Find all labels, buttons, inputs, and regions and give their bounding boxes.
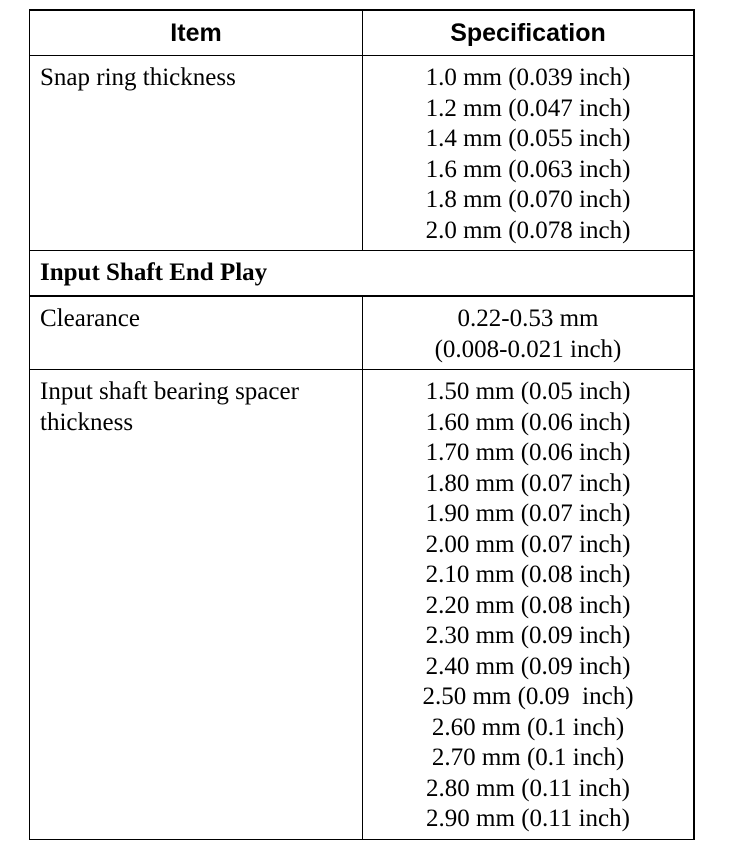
- header-item: Item: [30, 11, 363, 55]
- spec-line: 2.80 mm (0.11 inch): [426, 774, 630, 802]
- spec-line: 1.8 mm (0.070 inch): [425, 186, 631, 213]
- spec-line: 2.00 mm (0.07 inch): [425, 530, 631, 558]
- table-header-row: [30, 11, 693, 56]
- spec-line: 1.80 mm (0.07 inch): [425, 469, 631, 497]
- section-title-input-shaft-end-play: Input Shaft End Play: [30, 251, 693, 297]
- spec-line: 1.50 mm (0.05 inch): [425, 378, 631, 405]
- item-snap-ring: Snap ring thickness: [30, 56, 363, 250]
- section-row: [30, 251, 693, 297]
- spec-line: 2.40 mm (0.09 inch): [425, 652, 631, 680]
- spec-line: 1.70 mm (0.06 inch): [425, 439, 631, 466]
- spec-line: 2.0 mm (0.078 inch): [425, 216, 631, 244]
- spec-line: 2.70 mm (0.1 inch): [431, 744, 625, 771]
- spec-line: 1.4 mm (0.055 inch): [425, 125, 631, 152]
- spec-table: [29, 9, 695, 840]
- spec-clearance: [363, 297, 693, 369]
- spec-line: 1.90 mm (0.07 inch): [425, 500, 631, 527]
- table-row-snap-ring: [30, 56, 693, 251]
- spec-line: 2.30 mm (0.09 inch): [425, 622, 631, 649]
- spec-line: 0.22-0.53 mm: [457, 305, 599, 332]
- spec-spacer: [363, 370, 693, 839]
- spec-line: 1.0 mm (0.039 inch): [425, 64, 631, 91]
- spec-snap-ring: [363, 56, 693, 250]
- item-clearance: Clearance: [30, 297, 363, 369]
- table-row-spacer: [30, 370, 693, 839]
- spec-line: 2.60 mm (0.1 inch): [431, 713, 625, 741]
- spec-line: 2.20 mm (0.08 inch): [425, 591, 631, 619]
- table-row-clearance: [30, 297, 693, 370]
- header-specification: Specification: [450, 19, 606, 47]
- spec-line: 1.2 mm (0.047 inch): [425, 94, 631, 122]
- spec-line: 2.90 mm (0.11 inch): [426, 805, 630, 832]
- spec-line: (0.008-0.021 inch): [434, 335, 622, 363]
- spec-line: 2.10 mm (0.08 inch): [425, 561, 631, 588]
- spec-line: 2.50 mm (0.09 inch): [422, 683, 634, 710]
- spec-line: 1.6 mm (0.063 inch): [425, 155, 631, 183]
- spec-line: 1.60 mm (0.06 inch): [425, 408, 631, 436]
- item-spacer: Input shaft bearing spacer thickness: [30, 370, 363, 839]
